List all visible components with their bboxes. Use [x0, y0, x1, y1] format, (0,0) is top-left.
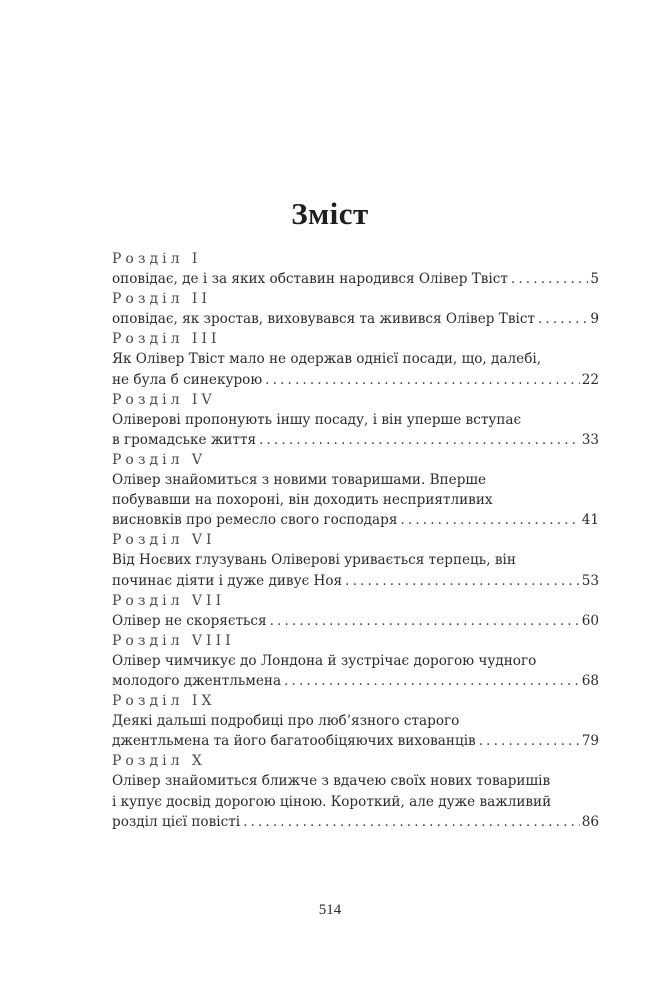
chapter-page-number: 79 [581, 733, 599, 750]
page-title: Зміст [291, 196, 369, 231]
chapter-description-line: і купує досвід дорогою ціною. Короткий, але дуже важливий [112, 793, 552, 810]
toc-entry[interactable] [112, 631, 599, 691]
chapter-description-line: оповідає, де і за яких обставин народився Олівер Твіст [112, 271, 508, 288]
chapter-description-last-line [112, 571, 599, 591]
dot-leader [262, 370, 580, 390]
chapter-heading: Розділ VII [112, 592, 226, 609]
toc-entry[interactable] [112, 591, 599, 631]
chapter-description-line: починає діяти і дуже дивує Ноя [112, 572, 343, 589]
chapter-heading: Розділ III [112, 331, 221, 348]
toc-entry[interactable] [112, 691, 599, 751]
chapter-description-line: Олівер не скоряється [112, 612, 267, 629]
chapter-heading: Розділ IV [112, 391, 216, 408]
table-of-contents [112, 249, 599, 832]
chapter-description-line: оповідає, як зростав, виховувався та живився Олівер Твіст [112, 311, 535, 328]
chapter-description-line: побувавши на похороні, він доходить несприятливих [112, 492, 493, 509]
chapter-description-line: молодого джентльмена [112, 672, 282, 689]
chapter-description-last-line [112, 812, 599, 832]
toc-entry[interactable] [112, 751, 599, 831]
toc-entry[interactable] [112, 249, 599, 289]
chapter-page-number: 68 [581, 672, 599, 689]
chapter-description-line: Олівер знайомиться ближче з вдачею своїх нових товаришів [112, 773, 551, 790]
chapter-description-line: розділ цієї повісті [112, 813, 241, 830]
chapter-description-line: Як Олівер Твіст мало не одержав однієї посади, що, далебі, [112, 351, 542, 368]
dot-leader [240, 812, 580, 832]
page-number: 514 [318, 902, 342, 918]
chapter-description-line: Олівер чимчикує до Лондона й зустрічає дорогою чудного [112, 652, 537, 669]
dot-leader [476, 731, 580, 751]
toc-entry[interactable] [112, 530, 599, 590]
chapter-description-line: Від Ноєвих глузувань Оліверові уривається терпець, він [112, 552, 516, 569]
chapter-description-last-line [112, 510, 599, 530]
chapter-description-line: в громадське життя [112, 431, 257, 448]
toc-entry[interactable] [112, 289, 599, 329]
dot-leader [267, 611, 580, 631]
dot-leader [256, 430, 580, 450]
chapter-heading: Розділ V [112, 451, 207, 468]
chapter-page-number: 53 [581, 572, 599, 589]
chapter-description-last-line [112, 671, 599, 691]
chapter-description-last-line [112, 309, 599, 329]
chapter-description-last-line [112, 731, 599, 751]
chapter-description-line: Деякі дальші подробиці про люб’язного старого [112, 713, 460, 730]
toc-entry[interactable] [112, 329, 599, 389]
chapter-description-last-line [112, 269, 599, 289]
chapter-page-number: 5 [590, 271, 599, 288]
dot-leader [508, 269, 588, 289]
chapter-heading: Розділ IX [112, 693, 216, 710]
chapter-page-number: 86 [581, 813, 599, 830]
chapter-description-last-line [112, 611, 599, 631]
chapter-page-number: 9 [590, 311, 599, 328]
chapter-page-number: 60 [581, 612, 599, 629]
chapter-page-number: 22 [581, 371, 599, 388]
chapter-description-line: Оліверові пропонують іншу посаду, і він уперше вступає [112, 411, 522, 428]
toc-entry[interactable] [112, 450, 599, 530]
chapter-description-line: джентльмена та його багатообіцяючих вихованців [112, 733, 476, 750]
chapter-page-number: 33 [581, 431, 599, 448]
chapter-description-line: висновків про ремесло свого господаря [112, 512, 398, 529]
chapter-description-line: Олівер знайомиться з новими товаришами. Вперше [112, 472, 487, 489]
chapter-page-number: 41 [581, 512, 599, 529]
chapter-heading: Розділ X [112, 753, 206, 770]
chapter-heading: Розділ II [112, 291, 211, 308]
dot-leader [535, 309, 588, 329]
dot-leader [397, 510, 579, 530]
dot-leader [342, 571, 580, 591]
dot-leader [281, 671, 580, 691]
chapter-description-last-line [112, 430, 599, 450]
toc-entry[interactable] [112, 390, 599, 450]
chapter-description-last-line [112, 370, 599, 390]
chapter-heading: Розділ VIII [112, 632, 235, 649]
chapter-description-line: не була б синекурою [112, 371, 263, 388]
chapter-heading: Розділ I [112, 251, 202, 267]
chapter-heading: Розділ VI [112, 532, 216, 549]
